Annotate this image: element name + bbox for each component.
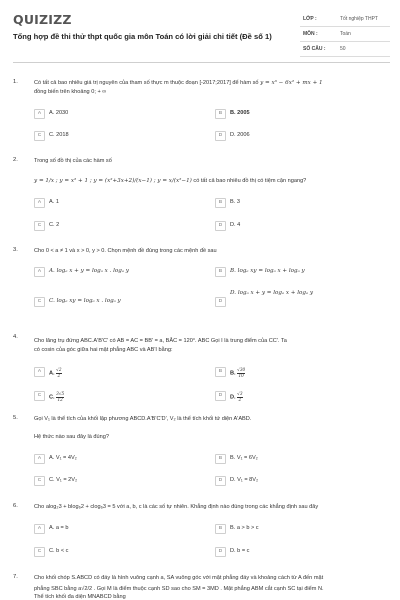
option-letter-box: A [34,267,45,277]
option-label: D. b = c [230,548,250,554]
question-number: 2. [13,157,18,163]
option-label: D. 2006 [230,132,250,138]
fraction: $\frac{√3}{2}$ [237,391,243,402]
option-label: D. $\frac{√3}{2}$ [230,391,243,402]
question-text: Cho khối chóp S.ABCD có đáy là hình vuông cạnh a, SA vuông góc với mặt phẳng đáy và khoảng cách từ A đến mặt [34,575,324,581]
option-label: C. 2 [49,222,60,228]
math-expression: y = x³ − 6x² + mx + 1 [260,80,323,86]
option-label: C. 2018 [49,132,69,138]
option-label: D. V₁ = 8V₂ [230,477,259,483]
question-text: Hệ thức nào sau đây là đúng? [34,434,109,440]
option-letter-box: D [215,297,226,307]
question-text: phẳng SBC bằng a√2/2 . Gọi M là điểm thuộc cạnh SD sao cho SM = 3MD . Mặt phẳng ABM cắt cạnh SC tại điểm N. [34,586,324,592]
option-label: A. $\frac{√2}{2}$ [49,367,62,378]
option-letter-box: A [34,109,45,119]
option-letter-box: A [34,524,45,534]
option-letter-box: C [34,476,45,486]
option-label: A. a = b [49,525,69,531]
option-letter-box: A [34,454,45,464]
quizizz-logo: QUIZIZZ [13,12,72,27]
question-number: 4. [13,334,18,340]
meta-key: SỐ CÂU : [303,46,326,52]
meta-value: Tốt nghiệp THPT [340,16,378,22]
fraction: $\frac{√30}{10}$ [237,367,246,378]
question-text: đồng biến trên khoảng 0; + ∞ [34,89,107,95]
option-label: C. V₁ = 2V₂ [49,477,78,483]
option-letter-box: D [215,391,226,401]
meta-value: 50 [340,46,346,52]
question-number: 6. [13,503,18,509]
option-label: B. $\frac{√30}{10}$ [230,367,246,378]
option-letter-box: D [215,131,226,141]
option-label: B. logₐ xy = logₐ x + logₐ y [230,268,305,274]
page-header [0,0,400,62]
question-text: Cho 0 < a ≠ 1 và x > 0, y > 0. Chọn mệnh đề đúng trong các mệnh đề sau [34,248,217,254]
question-number: 3. [13,247,18,253]
question-text: Trong số đồ thị của các hàm số [34,158,112,164]
option-letter-box: D [215,221,226,231]
option-label: B. 3 [230,199,240,205]
meta-row-question-count [300,42,390,57]
meta-key: LỚP : [303,16,317,22]
fraction: $\frac{√2}{2}$ [56,367,62,378]
meta-table [300,12,390,57]
option-letter-box: D [215,476,226,486]
option-letter-box: A [34,367,45,377]
question-number: 1. [13,79,18,85]
option-letter-box: C [34,297,45,307]
question-number: 5. [13,415,18,421]
header-divider [13,62,390,63]
question-text: Cho alog₂3 + blog₆2 + clog₆3 = 5 với a, b, c là các số tự nhiên. Khẳng định nào đúng trong các khẳng định sau đây [34,504,319,510]
option-letter-box: D [215,547,226,557]
option-label: C. $\frac{3√5}{12}$ [49,391,65,402]
option-letter-box: A [34,198,45,208]
option-label: D. logₐ x + y = logₐ x + logₐ y [230,290,314,296]
question-text: có cosin của góc giữa hai mặt phẳng ABC và AB'I bằng: [34,347,173,353]
question-text: Thể tích khối đa diện MNABCD bằng [34,594,126,600]
option-letter-box: B [215,454,226,464]
question-text: y = 1/x ; y = x² + 1 ; y = (x²+3x+2)/(x−1) ; y = x/(x²−1) có tất cả bao nhiêu đồ thị có tiệm cận ngang? [34,178,307,184]
question-number: 7. [13,574,18,580]
meta-value: Toán [340,31,351,37]
math-expression: y = 1/x ; y = x² + 1 ; y = (x²+3x+2)/(x−1) ; y = x/(x²−1) [34,178,192,184]
option-letter-box: B [215,524,226,534]
option-label: B. a > b > c [230,525,259,531]
option-letter-box: C [34,391,45,401]
meta-key: MÔN : [303,31,318,37]
option-letter-box: B [215,198,226,208]
option-letter-box: B [215,267,226,277]
option-label: A. V₁ = 4V₂ [49,455,77,461]
option-label: D. 4 [230,222,241,228]
fraction: $\frac{3√5}{12}$ [56,391,65,402]
option-label: C. logₐ xy = logₐ x . logₐ y [49,298,121,304]
question-text: Cho lăng trụ đứng ABC.A'B'C' có AB = AC = BB' = a, BÂC = 120°. ABC Gọi I là trung điểm của CC'. Ta [34,338,287,344]
option-letter-box: C [34,547,45,557]
meta-row-class [300,12,390,27]
option-label: B. 2005 [230,110,250,116]
option-letter-box: B [215,367,226,377]
question-text: Có tất cả bao nhiêu giá trị nguyên của tham số thực m thuộc đoạn [-2017;2017] để hàm số y = x³ − 6x² + mx + 1 [34,80,323,86]
option-label: A. 2030 [49,110,69,116]
option-label: B. V₁ = 6V₂ [230,455,258,461]
option-letter-box: C [34,131,45,141]
option-label: A. logₐ x + y = logₐ x . logₐ y [49,268,129,274]
option-label: C. b < c [49,548,69,554]
option-letter-box: B [215,109,226,119]
option-letter-box: C [34,221,45,231]
option-label: A. 1 [49,199,59,205]
question-text: Gọi V₁ là thể tích của khối lập phương ABCD.A'B'C'D', V₂ là thể tích khối tứ diện A'ABD. [34,416,252,422]
document-title: Tổng hợp đề thi thử thpt quốc gia môn Toán có lời giải chi tiết (Đề số 1) [13,32,272,41]
meta-row-subject [300,27,390,42]
